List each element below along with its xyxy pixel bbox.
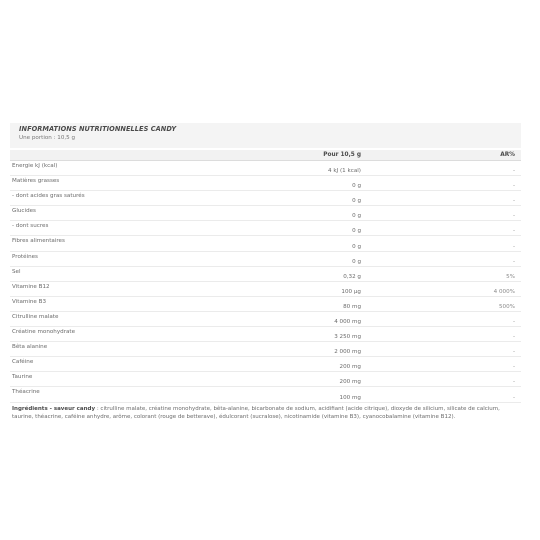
row-ar: - — [512, 168, 515, 175]
ingredients-list: : citrulline malate, créatine monohydrate, bêta-alanine, bicarbonate de sodium, acidifiant (acide citrique), dioxyde de silicium, silicate de calcium, taurine, théacrine, caféine anhydre, arôme, colorant (rouge de betterave), édulcorant (sucralose), nicotinamide (vitamine B3), cyanocobalamine (vitamine B12). — [12, 405, 500, 420]
nutrition-table — [10, 161, 521, 403]
row-ar: 500% — [499, 303, 515, 310]
row-value: 3 250 mg — [334, 334, 361, 341]
table-header — [10, 150, 521, 161]
table-row — [10, 282, 521, 297]
ingredients-heading: Ingrédients - saveur candy — [12, 405, 96, 412]
column-header-portion: Pour 10,5 g — [323, 152, 361, 158]
row-label: Créatine monohydrate — [12, 329, 76, 336]
table-row — [10, 327, 521, 342]
row-value: 100 µg — [341, 288, 361, 295]
row-label: Protéines — [12, 253, 38, 260]
table-row — [10, 252, 521, 267]
table-row — [10, 221, 521, 236]
row-label: Sel — [12, 268, 21, 275]
table-row — [10, 357, 521, 372]
row-value: 0 g — [352, 213, 361, 220]
table-row — [10, 342, 521, 357]
row-label: Caféine — [12, 359, 34, 366]
row-label: - dont acides gras saturés — [12, 193, 85, 200]
table-row — [10, 267, 521, 282]
nutrition-panel — [10, 123, 521, 421]
row-ar: - — [512, 198, 515, 205]
row-value: 0 g — [352, 243, 361, 250]
row-label: Taurine — [12, 374, 33, 381]
row-ar: - — [512, 228, 515, 235]
row-label: - dont sucres — [12, 223, 49, 230]
nutrition-title: INFORMATIONS NUTRITIONNELLES CANDY — [19, 125, 177, 133]
row-ar: - — [512, 319, 515, 326]
table-row — [10, 236, 521, 251]
table-row — [10, 161, 521, 176]
row-value: 0 g — [352, 198, 361, 205]
row-value: 200 mg — [339, 379, 361, 386]
row-value: 0 g — [352, 228, 361, 235]
row-value: 4 kJ (1 kcal) — [327, 168, 361, 175]
table-row — [10, 372, 521, 387]
row-ar: - — [512, 364, 515, 371]
row-label: Théacrine — [12, 389, 40, 396]
table-row — [10, 312, 521, 327]
row-label: Bêta alanine — [12, 344, 48, 351]
table-row — [10, 387, 521, 402]
row-label: Fibres alimentaires — [12, 238, 65, 245]
row-value: 80 mg — [343, 303, 361, 310]
row-ar: - — [512, 349, 515, 356]
column-header-ar: AR% — [500, 152, 515, 158]
row-value: 0 g — [352, 183, 361, 190]
row-value: 0,32 g — [343, 273, 361, 280]
serving-size: Une portion : 10,5 g — [19, 135, 76, 141]
row-value: 0 g — [352, 258, 361, 265]
row-value: 2 000 mg — [334, 349, 361, 356]
row-ar: - — [512, 183, 515, 190]
table-row — [10, 191, 521, 206]
row-value: 4 000 mg — [334, 319, 361, 326]
row-label: Citrulline malate — [12, 313, 59, 320]
row-ar: - — [512, 379, 515, 386]
nutrition-header — [10, 123, 521, 148]
row-label: Vitamine B12 — [12, 283, 50, 290]
row-value: 100 mg — [339, 394, 361, 401]
row-ar: - — [512, 243, 515, 250]
row-label: Glucides — [12, 208, 36, 215]
row-ar: 5% — [506, 273, 515, 280]
row-label: Matières grasses — [12, 178, 60, 185]
row-label: Vitamine B3 — [12, 298, 47, 305]
table-row — [10, 206, 521, 221]
ingredients-text — [10, 403, 521, 421]
row-ar: - — [512, 394, 515, 401]
row-ar: - — [512, 258, 515, 265]
row-ar: 4 000% — [493, 288, 515, 295]
row-label: Energie kJ (kcal) — [12, 163, 58, 169]
table-row — [10, 176, 521, 191]
row-value: 200 mg — [339, 364, 361, 371]
table-row — [10, 297, 521, 312]
row-ar: - — [512, 334, 515, 341]
row-ar: - — [512, 213, 515, 220]
